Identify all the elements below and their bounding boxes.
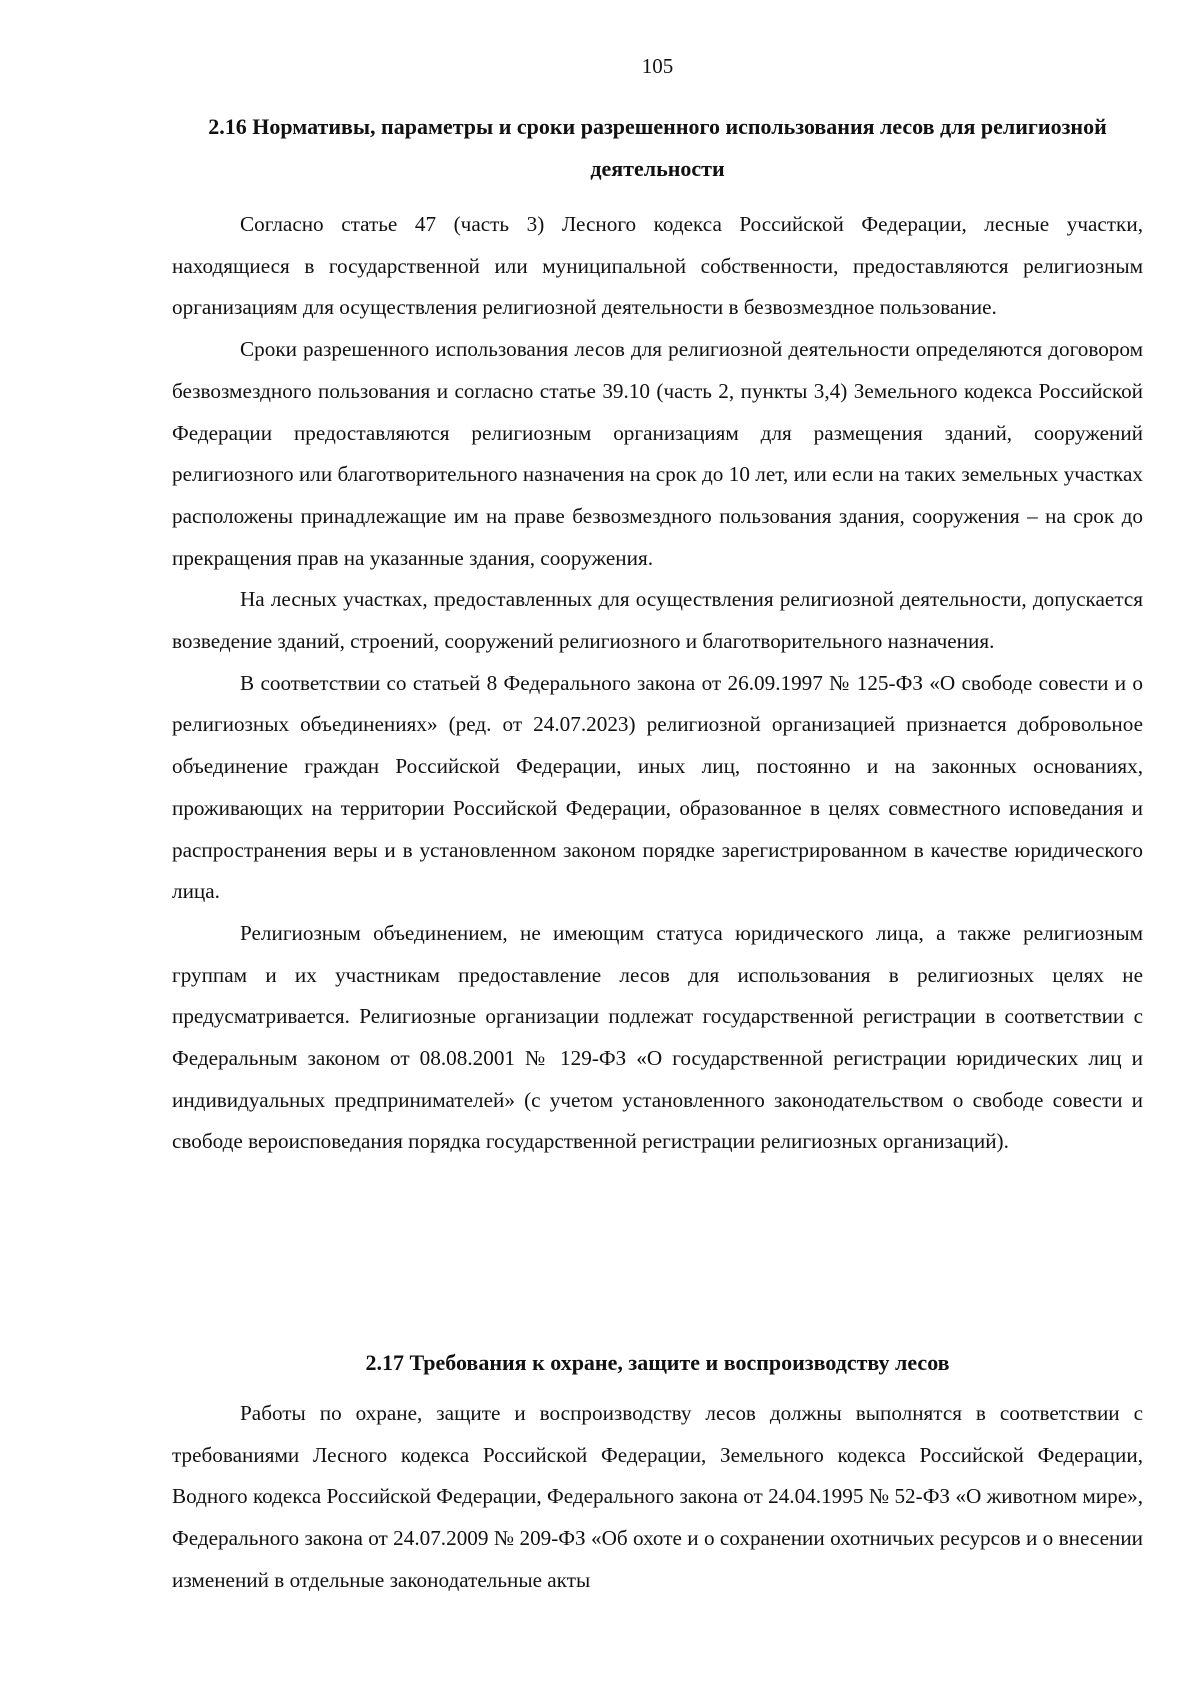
section-body-2-16	[172, 204, 1143, 1163]
paragraph: Религиозным объединением, не имеющим статуса юридического лица, а также религиозным группам и их участникам предоставление лесов для использования в религиозных целях не предусматривается. Религиозные организации подлежат государственной регистрации в соответствии с Федеральным законом от 08.08.2001 № 129-ФЗ «О государственной регистрации юридических лиц и индивидуальных предпринимателей» (с учетом установленного законодательством о свободе совести и свободе вероисповедания порядка государственной регистрации религиозных организаций).	[172, 920, 1143, 1154]
paragraph: Работы по охране, защите и воспроизводству лесов должны выполнятся в соответствии с требованиями Лесного кодекса Российской Федерации, Земельного кодекса Российской Федерации, Водного кодекса Российской Федерации, Федерального закона от 24.04.1995 № 52-ФЗ «О животном мире», Федерального закона от 24.07.2009 № 209-ФЗ «Об охоте и о сохранении охотничьих ресурсов и о внесении изменений в отдельные законодательные акты	[172, 1401, 1143, 1592]
paragraph: Сроки разрешенного использования лесов для религиозной деятельности определяются договором безвозмездного пользования и согласно статье 39.10 (часть 2, пункты 3,4) Земельного кодекса Российской Федерации предоставляются религиозным организациям для размещения зданий, сооружений религиозного или благотворительного назначения на срок до 10 лет, или если на таких земельных участках расположены принадлежащие им на праве безвозмездного пользования здания, сооружения – на срок до прекращения прав на указанные здания, сооружения.	[172, 337, 1143, 570]
section-heading-2-16: 2.16 Нормативы, параметры и сроки разрешенного использования лесов для религиозной деятельности	[208, 114, 1107, 181]
page-number: 105	[641, 54, 674, 78]
section-body-2-17	[172, 1393, 1143, 1602]
paragraph: В соответствии со статьей 8 Федерального закона от 26.09.1997 № 125-ФЗ «О свободе совести и о религиозных объединениях» (ред. от 24.07.2023) религиозной организацией признается добровольное объединение граждан Российской Федерации, иных лиц, постоянно и на законных основаниях, проживающих на территории Российской Федерации, образованное в целях совместного исповедания и распространения веры и в установленном законом порядке зарегистрированном в качестве юридического лица.	[172, 670, 1143, 904]
section-heading-2-17: 2.17 Требования к охране, защите и воспроизводству лесов	[365, 1350, 950, 1375]
paragraph: На лесных участках, предоставленных для осуществления религиозной деятельности, допускается возведение зданий, строений, сооружений религиозного и благотворительного назначения.	[172, 587, 1143, 654]
paragraph: Согласно статье 47 (часть 3) Лесного кодекса Российской Федерации, лесные участки, находящиеся в государственной или муниципальной собственности, предоставляются религиозным организациям для осуществления религиозной деятельности в безвозмездное пользование.	[172, 212, 1143, 320]
